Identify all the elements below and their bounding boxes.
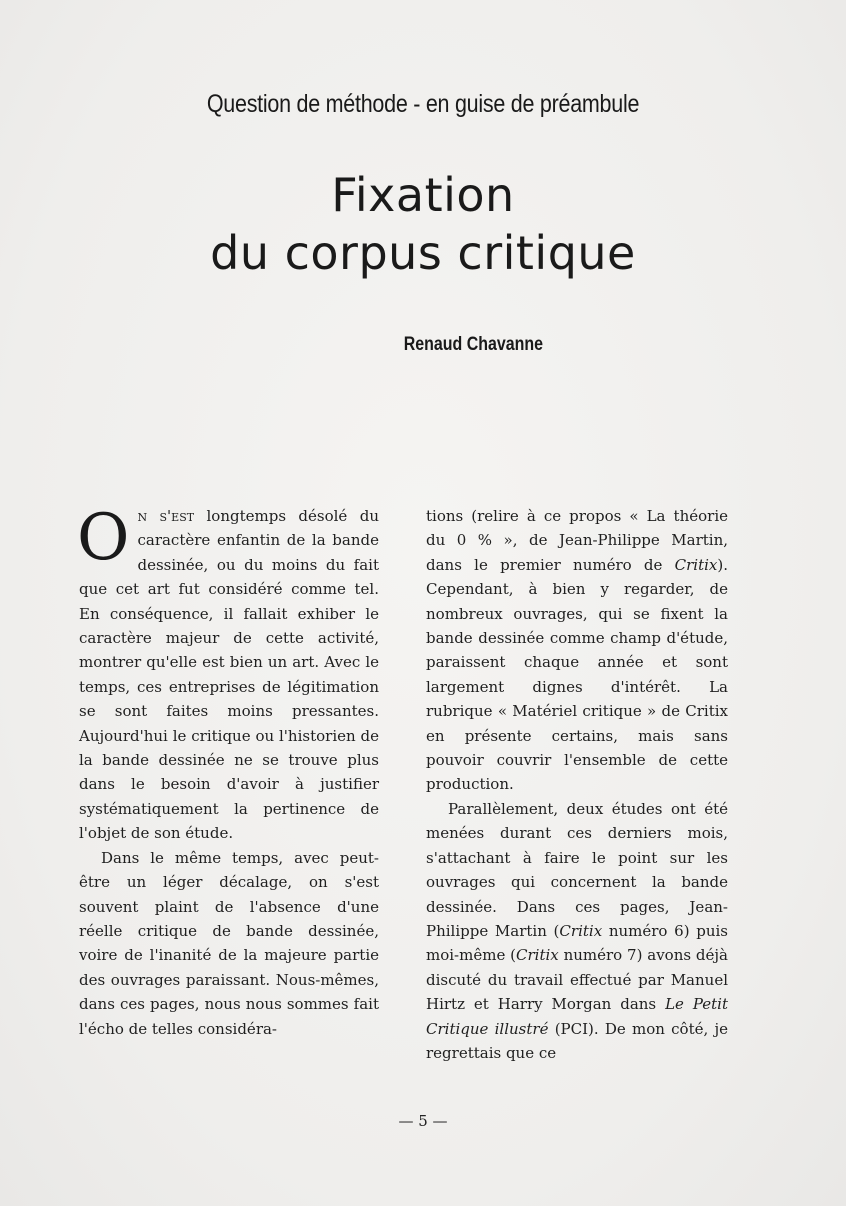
- article-title: [0, 166, 846, 282]
- left-column: [77, 501, 379, 1041]
- drop-cap: O: [77, 501, 130, 575]
- page-number: — 5 —: [398, 1112, 448, 1130]
- paragraph-text: longtemps désolé du caractère enfantin de la bande dessinée, ou du moins du fait que cet art fut considéré comme tel. En conséquence, il fallait exhiber le caractère majeur de cette activité, montrer qu'elle est bien un art. Avec le temps, ces entreprises de légitimation se sont faites moins pressantes. Aujourd'hui le critique ou l'historien de la bande dessinée ne se trouve plus dans le besoin d'avoir à justifier systématiquement la pertinence de l'objet de son étude.: [79, 507, 379, 843]
- lead-small-caps: n s'est: [137, 507, 195, 525]
- text-run: numéro 7) avons déjà discuté du travail effectué par Manuel Hirtz et Harry Morgan dans: [426, 946, 728, 1014]
- magazine-title: Critix: [516, 946, 559, 965]
- paragraph: [77, 501, 379, 846]
- right-column: [426, 504, 728, 1065]
- text-run: numéro 6) puis moi-même (: [426, 921, 728, 965]
- text-run: ). Cependant, à bien y regarder, de nombreux ouvrages, qui se fixent la bande dessinée comme champ d'étude, paraissent chaque année et sont largement dignes d'intérêt. La rubrique « Matériel critique » de Critix en présente certains, mais sans pouvoir couvrir l'ensemble de cette production.: [426, 555, 728, 794]
- title-line-1: Fixation: [331, 168, 515, 222]
- magazine-title: Critix: [674, 555, 718, 574]
- paragraph: [426, 797, 728, 1065]
- text-run: tions (relire à ce propos « La théorie du 0 % », de Jean-Philippe Martin, dans le premier numéro de: [426, 507, 728, 574]
- text-run: Parallèlement, deux études ont été menées durant ces derniers mois, s'attachant à faire le point sur les ouvrages qui concernent la bande dessinée. Dans ces pages, Jean-Philippe Martin (: [426, 799, 728, 940]
- text-run: (PCI). De mon côté, je regrettais que ce: [426, 1019, 728, 1062]
- author-byline: Renaud Chavanne: [403, 334, 544, 355]
- section-kicker: Question de méthode - en guise de préambule: [206, 90, 640, 118]
- book-title: Le Petit Critique illustré: [426, 995, 728, 1038]
- paragraph: Dans le même temps, avec peut-être un léger décalage, on s'est souvent plaint de l'absence d'une réelle critique de bande dessinée, voire de l'inanité de la majeure partie des ouvrages paraissant. Nous-mêmes, dans ces pages, nous nous sommes fait l'écho de telles considéra-: [79, 848, 379, 1038]
- paragraph: [426, 504, 728, 797]
- title-line-2: du corpus critique: [210, 226, 636, 280]
- magazine-title: Critix: [559, 921, 603, 940]
